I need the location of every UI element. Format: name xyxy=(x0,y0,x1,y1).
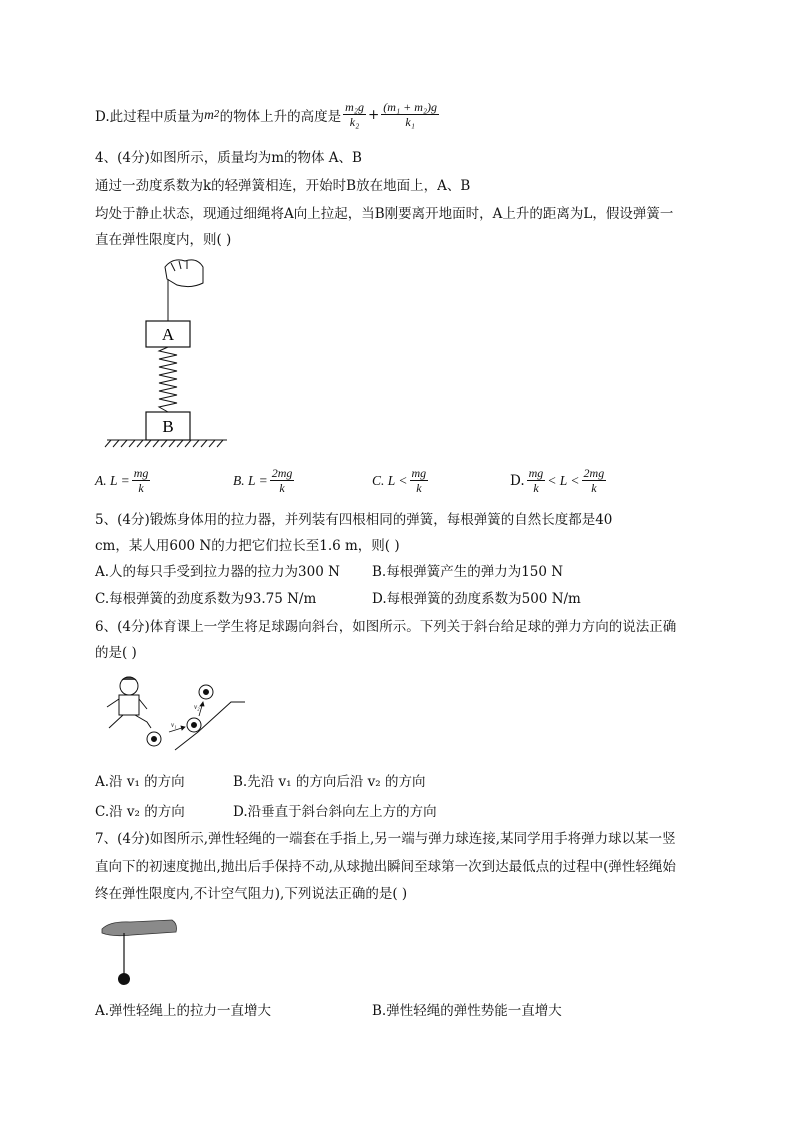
q5-option-b: B.每根弹簧产生的弹力为150 N xyxy=(372,564,564,580)
q7-line-3: 终在弹性限度内,不计空气阻力),下列说法正确的是( ) xyxy=(95,886,408,902)
block-b-label: B xyxy=(162,417,174,436)
fraction-2-num: (m₁ + m₂)g xyxy=(383,100,438,114)
frac-den: k xyxy=(416,481,422,495)
frac-num: 2mg xyxy=(583,466,605,480)
q5-option-d: D.每根弹簧的劲度系数为500 N/m xyxy=(372,591,581,607)
fraction-2 xyxy=(381,100,439,129)
hand-icon xyxy=(165,260,203,287)
q7-line-1: 7、(4分)如图所示,弹性轻绳的一端套在手指上,另一端与弹力球连接,某同学用手将弹力球以某一竖 xyxy=(95,831,676,847)
q4-option-d-frac-1 xyxy=(527,466,546,495)
q7-line-2: 直向下的初速度抛出,抛出后手保持不动,从球抛出瞬间至球第一次到达最低点的过程中(弹性轻绳始 xyxy=(95,859,676,875)
spring xyxy=(159,347,177,412)
spring-figure xyxy=(95,255,235,455)
q5-option-c: C.每根弹簧的劲度系数为93.75 N/m xyxy=(95,591,317,607)
block-a-label: A xyxy=(161,325,175,344)
q5-line-1: 5、(4分)锻炼身体用的拉力器，并列装有四根相同的弹簧，每根弹簧的自然长度都是40 xyxy=(95,512,613,528)
q4-line-2: 通过一劲度系数为k的轻弹簧相连，开始时B放在地面上，A、B xyxy=(95,178,471,194)
q4-option-a xyxy=(95,466,152,495)
ground xyxy=(105,440,227,447)
q4-option-d-prefix: D. xyxy=(510,472,525,489)
q3-option-d xyxy=(95,100,441,129)
q3-option-d-prefix: D.此过程中质量为 xyxy=(95,108,205,125)
q4-option-a-frac xyxy=(132,466,151,495)
q6-line-2: 的是( ) xyxy=(95,645,137,661)
frac-num: 2mg xyxy=(271,466,293,480)
plus-sign: + xyxy=(367,106,380,123)
q6-option-a: A.沿 v₁ 的方向 xyxy=(95,774,185,790)
football-figure xyxy=(95,672,250,752)
fraction-1-num: m₂g xyxy=(345,100,364,114)
fraction-1 xyxy=(343,100,366,129)
q4-option-c xyxy=(372,466,430,495)
frac-num: mg xyxy=(133,466,149,480)
q5-option-a: A.人的每只手受到拉力器的拉力为300 N xyxy=(95,564,340,580)
frac-den: k xyxy=(591,481,597,495)
ball-icon xyxy=(147,685,213,746)
q4-option-c-frac xyxy=(410,466,429,495)
finger-icon xyxy=(102,920,177,936)
q4-line-1: 4、(4分)如图所示，质量均为m的物体 A、B xyxy=(95,150,362,166)
q5-line-2: cm，某人用600 N的力把它们拉长至1.6 m，则( ) xyxy=(95,538,400,554)
v2-label: v₂ xyxy=(194,703,200,711)
frac-num: mg xyxy=(528,466,544,480)
q4-option-b-frac xyxy=(270,466,295,495)
fraction-1-den: k₂ xyxy=(349,115,360,129)
var-m: m xyxy=(204,106,214,122)
q4-option-d-frac-2 xyxy=(582,466,607,495)
q4-option-a-prefix: A. L = xyxy=(95,472,130,488)
q6-option-d: D.沿垂直于斜台斜向左上方的方向 xyxy=(233,804,437,820)
q4-line-3: 均处于静止状态，现通过细绳将A向上拉起，当B刚要离开地面时，A上升的距离为L，假设弹簧一 xyxy=(95,206,674,222)
q4-option-b xyxy=(233,466,296,495)
q3-option-d-mid: 的物体上升的高度是 xyxy=(219,108,342,125)
q4-option-d xyxy=(510,466,608,495)
v1-label: v₁ xyxy=(171,721,177,729)
q6-option-b: B.先沿 v₁ 的方向后沿 v₂ 的方向 xyxy=(233,774,426,790)
q7-option-a: A.弹性轻绳上的拉力一直增大 xyxy=(95,1003,272,1019)
frac-den: k xyxy=(533,481,539,495)
q4-line-4: 直在弹性限度内，则( ) xyxy=(95,232,232,248)
frac-den: k xyxy=(138,481,144,495)
student-icon xyxy=(107,677,151,728)
ball-icon xyxy=(118,973,130,985)
q6-line-1: 6、(4分)体育课上一学生将足球踢向斜台，如图所示。下列关于斜台给足球的弹力方向的说法正确 xyxy=(95,619,677,635)
frac-num: mg xyxy=(411,466,427,480)
q7-option-b: B.弹性轻绳的弹性势能一直增大 xyxy=(372,1003,562,1019)
fraction-2-den: k₁ xyxy=(405,115,415,129)
elastic-ball-figure xyxy=(100,915,180,987)
q6-option-c: C.沿 v₂ 的方向 xyxy=(95,804,185,820)
q4-option-d-mid: < L < xyxy=(547,472,580,488)
var-m-sub: 2 xyxy=(213,109,220,120)
slope xyxy=(175,702,245,750)
q4-option-b-prefix: B. L = xyxy=(233,472,268,488)
frac-den: k xyxy=(279,481,285,495)
q4-option-c-prefix: C. L < xyxy=(372,472,408,488)
